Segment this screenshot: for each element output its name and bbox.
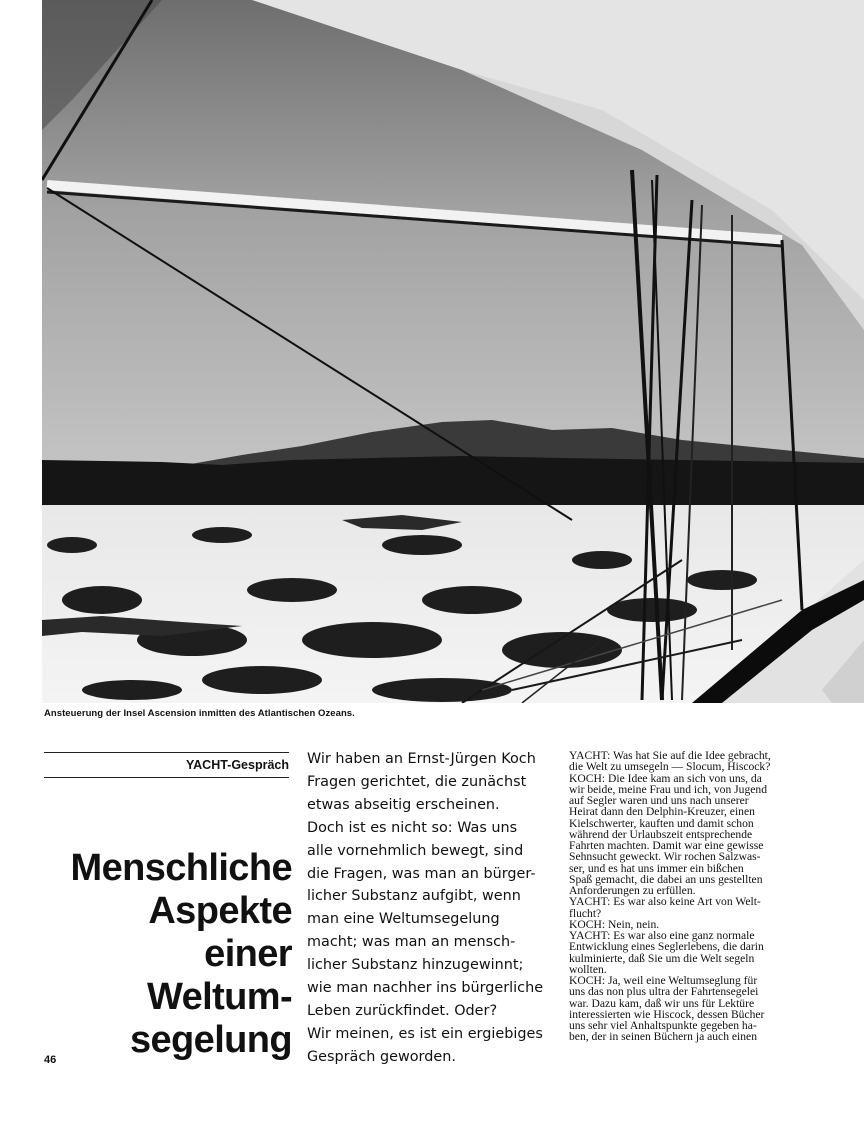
interview-line: KOCH: Ja, weil eine Weltumseglung für — [569, 974, 758, 987]
intro-line: Gespräch geworden. — [307, 1048, 456, 1065]
interview-line: Entwicklung eines Seglerlebens, die darin — [569, 940, 764, 954]
interview-line: uns sehr viel Anhaltspunkte gegeben ha- — [569, 1019, 757, 1032]
intro-line: etwas abseitig erscheinen. — [307, 796, 500, 813]
intro-line: Fragen gerichtet, die zunächst — [307, 773, 527, 790]
interview-column — [569, 750, 819, 1043]
intro-line: Wir haben an Ernst-Jürgen Koch — [307, 751, 536, 767]
page-number: 46 — [44, 1054, 57, 1066]
interview-line: kulminierte, daß Sie um die Welt segeln — [569, 951, 755, 965]
intro-line: Wir meinen, es ist ein ergiebiges — [307, 1025, 543, 1042]
interview-line: YACHT: Was hat Sie auf die Idee gebracht, — [569, 749, 771, 762]
headline-line: segelung — [129, 1019, 292, 1061]
intro-line: die Fragen, was man an bürger- — [307, 865, 536, 882]
interview-line: Sehnsucht geweckt. Wir rochen Salzwas- — [569, 850, 761, 864]
intro-text — [307, 748, 557, 1069]
headline-line: Menschliche — [70, 847, 292, 889]
headline-line: einer — [204, 933, 292, 975]
interview-line: KOCH: Die Idee kam an sich von uns, da — [569, 771, 762, 785]
interview-line: interessierten wie Hiscock, dessen Bücher — [569, 1007, 765, 1021]
interview-line: KOCH: Nein, nein. — [569, 917, 660, 931]
interview-line: auf Segler waren und uns nach unserer — [569, 794, 749, 807]
intro-line: Leben zurückfindet. Oder? — [307, 1002, 498, 1019]
interview-line: YACHT: Es war also eine ganz normale — [569, 929, 755, 942]
interview-line: wollten. — [569, 962, 607, 976]
intro-line: licher Substanz aufgibt, wenn — [307, 888, 521, 905]
kicker-rule-top — [44, 752, 289, 753]
interview-line: Spaß gemacht, die dabei an uns gestellten — [569, 872, 763, 886]
interview-line: Kielschwerter, kauften und damit schon — [569, 816, 754, 830]
kicker-label: YACHT-Gespräch — [185, 758, 289, 772]
intro-line: licher Substanz hinzugewinnt; — [307, 957, 524, 974]
intro-line: Doch ist es nicht so: Was uns — [307, 819, 518, 836]
article-headline — [30, 847, 292, 1062]
interview-line: uns das non plus ultra der Fahrtensegelei — [569, 985, 759, 999]
interview-line: wir beide, meine Frau und ich, von Jugend — [569, 782, 768, 796]
intro-line: alle vornehmlich bewegt, sind — [307, 842, 524, 859]
interview-line: die Welt zu umsegeln — Slocum, Hiscock? — [569, 760, 771, 774]
intro-line: wie man nachher ins bürgerliche — [307, 980, 544, 997]
intro-line: macht; was man an mensch- — [307, 934, 516, 951]
interview-line: Anforderungen zu erfüllen. — [569, 884, 696, 897]
interview-line: Fahrten machten. Damit war eine gewisse — [569, 839, 764, 852]
interview-line: war. Dazu kam, daß wir uns für Lektüre — [569, 996, 755, 1010]
sailing-photo — [42, 0, 864, 703]
interview-line: ser, und es hat uns immer ein bißchen — [569, 861, 744, 875]
photo-caption: Ansteuerung der Insel Ascension inmitten des Atlantischen Ozeans. — [44, 708, 355, 719]
headline-line: Aspekte — [148, 890, 292, 932]
interview-line: Heirat dann den Delphin-Kreuzer, einen — [569, 805, 755, 819]
interview-line: flucht? — [569, 906, 602, 920]
interview-line: während der Urlaubszeit entsprechende — [569, 827, 753, 841]
headline-line: Weltum- — [147, 976, 292, 1018]
interview-line: YACHT: Es war also keine Art von Welt- — [569, 895, 761, 909]
intro-line: man eine Weltumsegelung — [307, 911, 500, 928]
interview-line: ben, der in seinen Büchern ja auch einen — [569, 1030, 758, 1044]
kicker-rule-bottom — [44, 777, 289, 778]
